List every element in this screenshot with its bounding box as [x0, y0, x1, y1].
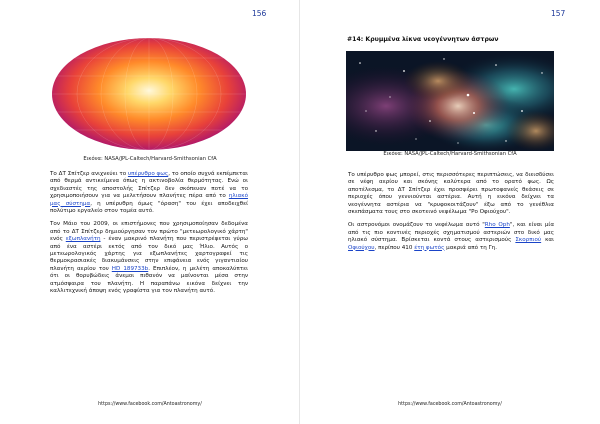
paragraph-text: Τον Μάιο του 2009, οι επιστήμονες που χρησιμοποίησαν δεδομένα από το ΔΤ Σπίτζερ δημιούργησαν τον πρώτο "μετεωρολογικό χάρτη" ενός: [50, 221, 248, 243]
nebula-graphic: [346, 51, 554, 151]
figure-caption: Εικόνα: NASA/JPL-Caltech/Harvard-Smithsonian CfA: [383, 151, 517, 157]
paragraph-text: ", και είναι μία από τις πιο κοντινές περιοχές σχηματισμού αστεριών στο δικό μας ηλιακό σύστημα. Βρίσκεται κοντά στους αστερισμούς: [348, 222, 555, 244]
paragraph: [50, 171, 248, 215]
rho-ophiuchi-nebula-image: [346, 51, 554, 151]
light-years-link[interactable]: έτη φωτός: [414, 244, 445, 251]
paragraph-text: , περίπου 410: [374, 244, 415, 251]
paragraph-text: , η υπέρυθρη όμως "όραση" του έχει αποδειχθεί πολύτιμο εργαλείο στον τομέα αυτό.: [50, 200, 248, 215]
scorpius-link[interactable]: Σκορπιού: [515, 237, 542, 244]
page-footer-url: https://www.facebook.com/Antoastronomy/: [98, 402, 202, 407]
section-title: #14: Κρυμμένα λίκνα νεογέννητων άστρων: [347, 36, 499, 43]
rho-oph-link[interactable]: Rho Oph: [484, 222, 510, 229]
infrared-light-link[interactable]: υπέρυθρο φως: [127, 171, 169, 177]
exoplanet-link[interactable]: εξωπλανήτη: [65, 236, 101, 243]
paragraph-text: Οι αστρονόμοι ονομάζουν το νεφέλωμα αυτό ": [348, 222, 485, 229]
exoplanet-temperature-map-image: [50, 36, 248, 152]
solar-system-link[interactable]: ηλιακό μας σύστημα: [50, 193, 248, 207]
paragraph-text: , το οποίο συχνά εκπέμπεται από θερμά αντικείμενα όπως η ακτινοβολία θερμότητας. Ενώ οι σχεδιαστές της αποστολής Σπίτζερ δεν σκόπευαν ποτέ να το χρησιμοποιήσουν για να μελετήσουν πλανήτες πέρα από το: [50, 171, 248, 200]
page-footer-url: https://www.facebook.com/Antoastronomy/: [398, 402, 502, 407]
page-number: 156: [252, 9, 267, 18]
page-number: 157: [551, 9, 566, 18]
figure-caption: Εικόνα: NASA/JPL-Caltech/Harvard-Smithsonian CfA: [83, 156, 217, 162]
paragraph: Το υπέρυθρο φως μπορεί, στις περισσότερες περιπτώσεις, να διεισδύσει σε νέφη αερίου και σκόνης καλύτερα από το ορατό φως. Ως αποτέλεσμα, το ΔΤ Σπίτζερ έχει προσφέρει πρωτοφανείς θεάσεις σε περιοχές όπου γεννιούνται αστέρια. Αυτή η εικόνα δείχνει τα νεογέννητα αστέρια να "κρυφοκοιτάζουν" έξω από το γενέθλια σκεπάσματα τους στο σκοτεινό νεφέλωμα "Ρο Οφιούχου".: [348, 172, 554, 216]
paragraph-text: . Επιπλέον, η μελέτη αποκαλύπτει ότι οι θορυβώδεις άνεμοι πιθανόν να μαίνονται μέσα στην ατμόσφαιρα του πλανήτη. Η παραπάνω εικόνα δείχνει την καλλιτεχνική άποψη ενός γραφίστα για τον πλανήτη αυτό.: [50, 265, 248, 295]
paragraph-text: - έναν μακρινό πλανήτη που περιστρέφεται γύρω από ένα αστέρι εκτός από τον δικό μας Ήλιο. Αυτός ο μετεωρολογικός χάρτης για εξωπλανήτες χαρτογραφεί τις θερμοκρασιακές διακυμάνσεις στην επιφάνεια ενός γιγαντιαίου πλανήτη αερίου τον: [50, 236, 248, 272]
article-body: [348, 172, 554, 258]
hd-189733b-link[interactable]: HD 189733b: [111, 265, 149, 272]
article-body: [50, 171, 248, 302]
paragraph-text: μακριά από τη Γη.: [444, 244, 497, 251]
ophiuchus-link[interactable]: Οφιούχου: [348, 244, 375, 251]
paragraph: [348, 222, 554, 252]
temperature-map-graphic: [50, 36, 248, 152]
paragraph-text: και: [541, 237, 555, 244]
right-page: [300, 0, 600, 424]
paragraph: [50, 221, 248, 295]
paragraph-text: Το ΔΤ Σπίτζερ ανιχνεύει το: [50, 171, 128, 177]
